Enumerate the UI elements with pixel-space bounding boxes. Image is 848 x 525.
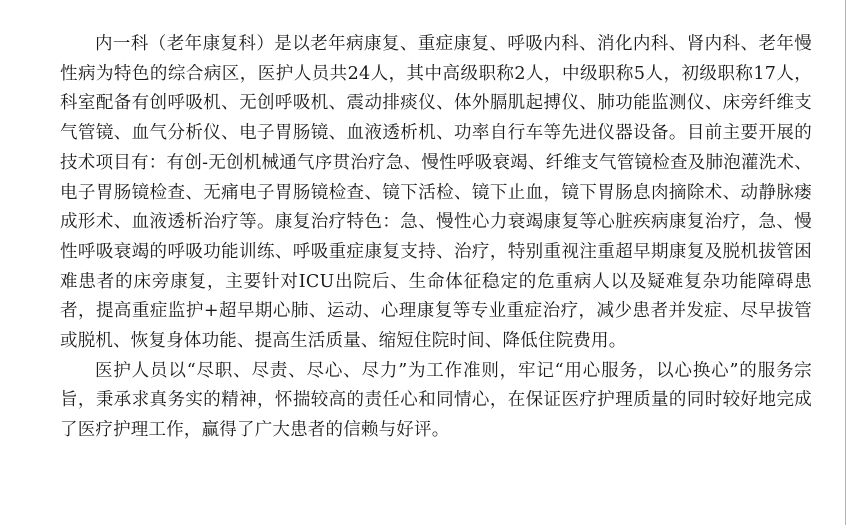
article-body <box>60 30 812 446</box>
paragraph-service-principle: 医护人员以“尽职、尽责、尽心、尽力”为工作准则，牢记“用心服务，以心换心”的服务宗旨，秉承求真务实的精神，怀揣较高的责任心和同情心，在保证医疗护理质量的同时较好地完成了医疗护理工作，赢得了广大患者的信赖与好评。 <box>60 360 812 441</box>
page-border-divider <box>845 0 846 525</box>
paragraph-department-intro: 内一科（老年康复科）是以老年病康复、重症康复、呼吸内科、消化内科、肾内科、老年慢性病为特色的综合病区，医护人员共24人，其中高级职称2人，中级职称5人，初级职称17人，科室配备有创呼吸机、无创呼吸机、震动排痰仪、体外膈肌起搏仪、肺功能监测仪、床旁纤维支气管镜、血气分析仪、电子胃肠镜、血液透析机、功率自行车等先进仪器设备。目前主要开展的技术项目有：有创-无创机械通气序贯治疗急、慢性呼吸衰竭、纤维支气管镜检查及肺泡灌洗术、电子胃肠镜检查、无痛电子胃肠镜检查、镜下活检、镜下止血，镜下胃肠息肉摘除术、动静脉瘘成形术、血液透析治疗等。康复治疗特色：急、慢性心力衰竭康复等心脏疾病康复治疗，急、慢性呼吸衰竭的呼吸功能训练、呼吸重症康复支持、治疗，特别重视注重超早期康复及脱机拔管困难患者的床旁康复，主要针对ICU出院后、生命体征稳定的危重病人以及疑难复杂功能障碍患者，提高重症监护+超早期心肺、运动、心理康复等专业重症治疗，减少患者并发症、尽早拔管或脱机、恢复身体功能、提高生活质量、缩短住院时间、降低住院费用。 <box>60 34 812 352</box>
